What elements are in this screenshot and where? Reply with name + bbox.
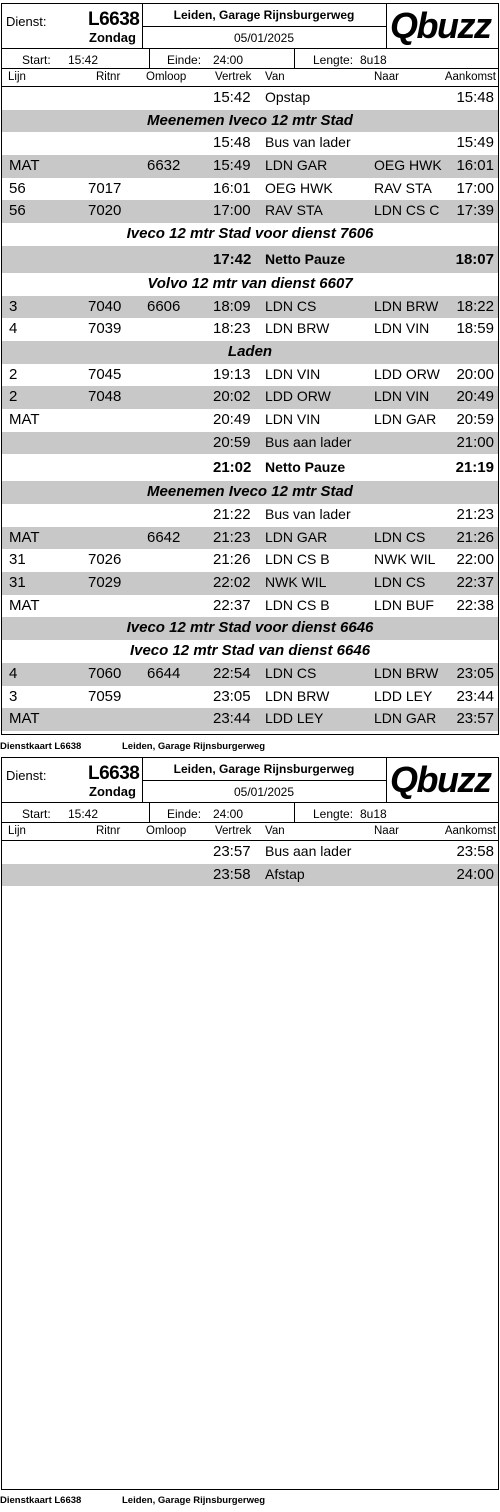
van-cell: Bus van lader bbox=[265, 506, 351, 522]
duty-date: 05/01/2025 bbox=[233, 31, 295, 45]
trip-row bbox=[2, 708, 498, 731]
start-label: Start: bbox=[22, 53, 51, 67]
aankomst-cell: 18:07 bbox=[455, 250, 494, 268]
vertrek-cell: 23:57 bbox=[213, 843, 251, 860]
aankomst-cell: 16:01 bbox=[456, 157, 494, 175]
col-naar: Naar bbox=[374, 71, 399, 83]
garage-location: Leiden, Garage Rijnsburgerweg bbox=[173, 762, 355, 776]
dienst-label: Dienst: bbox=[6, 768, 47, 783]
divider bbox=[149, 803, 150, 822]
duty-card-page-2 bbox=[0, 754, 500, 1506]
footer-dienstkaart: Dienstkaart L6638 bbox=[0, 741, 82, 752]
vertrek-cell: 19:13 bbox=[213, 365, 251, 383]
divider bbox=[294, 49, 295, 68]
trip-table bbox=[2, 841, 498, 886]
naar-cell: RAV STA bbox=[374, 179, 432, 196]
van-cell: LDN CS bbox=[265, 664, 317, 681]
vertrek-cell: 23:44 bbox=[213, 710, 251, 728]
trip-table bbox=[2, 87, 498, 731]
lijn-cell: 2 bbox=[9, 365, 18, 383]
pause-row bbox=[2, 454, 498, 481]
dienst-code: L6638 bbox=[88, 9, 140, 30]
naar-cell: LDN VIN bbox=[374, 388, 430, 405]
lijn-cell: 31 bbox=[9, 551, 26, 569]
pause-label: Netto Pauze bbox=[265, 250, 346, 267]
ritnr-cell: 7060 bbox=[88, 664, 122, 682]
lijn-cell: 4 bbox=[9, 320, 18, 338]
start-time: 15:42 bbox=[68, 807, 99, 821]
trip-row bbox=[2, 549, 498, 572]
naar-cell: LDN BUF bbox=[374, 596, 434, 613]
ritnr-cell: 7048 bbox=[88, 388, 122, 406]
vertrek-cell: 17:42 bbox=[213, 250, 252, 268]
van-cell: NWK WIL bbox=[265, 574, 327, 591]
omloop-cell: 6632 bbox=[147, 157, 181, 175]
einde-label: Einde: bbox=[167, 807, 202, 821]
dienst-label: Dienst: bbox=[6, 14, 47, 29]
naar-cell: LDN BRW bbox=[374, 664, 439, 681]
section-title: Meenemen Iveco 12 mtr Stad bbox=[147, 111, 353, 129]
van-cell: LDD LEY bbox=[265, 710, 324, 727]
trip-row bbox=[2, 864, 498, 887]
divider bbox=[142, 780, 386, 781]
aankomst-cell: 22:00 bbox=[456, 551, 494, 569]
col-aankomst: Aankomst bbox=[444, 71, 496, 83]
section-row bbox=[2, 640, 498, 663]
footer-location: Leiden, Garage Rijnsburgerweg bbox=[122, 1495, 266, 1506]
trip-row bbox=[2, 686, 498, 709]
dienst-code: L6638 bbox=[88, 763, 140, 784]
naar-cell: NWK WIL bbox=[374, 551, 436, 568]
section-row bbox=[2, 110, 498, 133]
lijn-cell: MAT bbox=[9, 596, 40, 614]
ritnr-cell: 7029 bbox=[88, 574, 122, 592]
duty-card-frame bbox=[1, 757, 499, 1490]
ritnr-cell: 7017 bbox=[88, 179, 122, 197]
col-ritnr: Ritnr bbox=[96, 825, 121, 837]
trip-row bbox=[2, 432, 498, 455]
col-ritnr: Ritnr bbox=[96, 71, 121, 83]
pause-row bbox=[2, 246, 498, 273]
col-vertrek: Vertrek bbox=[215, 825, 252, 837]
einde-label: Einde: bbox=[167, 53, 202, 67]
vertrek-cell: 18:23 bbox=[213, 320, 251, 338]
lengte-value: 8u18 bbox=[360, 53, 387, 67]
vertrek-cell: 21:02 bbox=[213, 459, 252, 477]
trip-row bbox=[2, 296, 498, 319]
ritnr-cell: 7040 bbox=[88, 297, 122, 315]
section-row bbox=[2, 341, 498, 364]
trip-row bbox=[2, 200, 498, 223]
section-row bbox=[2, 223, 498, 246]
vertrek-cell: 20:02 bbox=[213, 388, 251, 406]
einde-time: 24:00 bbox=[213, 807, 244, 821]
van-cell: LDN GAR bbox=[265, 157, 328, 174]
naar-cell: OEG HWK bbox=[374, 157, 442, 174]
lijn-cell: 56 bbox=[9, 202, 26, 220]
naar-cell: LDN CS bbox=[374, 574, 426, 591]
lijn-cell: 3 bbox=[9, 297, 18, 315]
aankomst-cell: 21:19 bbox=[455, 459, 494, 477]
col-lijn: Lijn bbox=[8, 71, 26, 83]
section-row bbox=[2, 481, 498, 504]
vertrek-cell: 17:00 bbox=[213, 202, 251, 220]
section-title: Meenemen Iveco 12 mtr Stad bbox=[147, 483, 353, 501]
vertrek-cell: 23:58 bbox=[213, 865, 251, 883]
van-cell: LDN BRW bbox=[265, 687, 330, 704]
lijn-cell: 2 bbox=[9, 388, 18, 406]
vertrek-cell: 21:23 bbox=[213, 528, 251, 546]
van-cell: RAV STA bbox=[265, 202, 323, 219]
van-cell: Afstap bbox=[265, 865, 305, 882]
van-cell: LDN CS B bbox=[265, 596, 330, 613]
naar-cell: LDN CS C bbox=[374, 202, 440, 219]
ritnr-cell: 7045 bbox=[88, 365, 122, 383]
van-cell: Opstap bbox=[265, 89, 311, 105]
col-omloop: Omloop bbox=[146, 825, 187, 837]
day-label: Zondag bbox=[89, 30, 136, 45]
duty-date: 05/01/2025 bbox=[233, 785, 295, 799]
section-title: Iveco 12 mtr Stad voor dienst 7606 bbox=[126, 225, 374, 243]
lijn-cell: MAT bbox=[9, 410, 40, 428]
day-label: Zondag bbox=[89, 784, 136, 799]
divider bbox=[386, 4, 387, 48]
vertrek-cell: 15:48 bbox=[213, 134, 251, 152]
trip-row bbox=[2, 364, 498, 387]
footer-location: Leiden, Garage Rijnsburgerweg bbox=[122, 741, 266, 752]
ritnr-cell: 7026 bbox=[88, 551, 122, 569]
aankomst-cell: 23:05 bbox=[456, 664, 494, 682]
section-title: Iveco 12 mtr Stad voor dienst 6646 bbox=[126, 619, 374, 637]
lijn-cell: MAT bbox=[9, 710, 40, 728]
lijn-cell: 56 bbox=[9, 179, 26, 197]
aankomst-cell: 23:58 bbox=[456, 843, 494, 860]
divider bbox=[294, 803, 295, 822]
col-vertrek: Vertrek bbox=[215, 71, 252, 83]
trip-row bbox=[2, 178, 498, 201]
van-cell: LDN VIN bbox=[265, 410, 321, 427]
ritnr-cell: 7020 bbox=[88, 202, 122, 220]
trip-row bbox=[2, 504, 498, 527]
col-lijn: Lijn bbox=[8, 825, 26, 837]
column-headers bbox=[2, 823, 498, 841]
lijn-cell: 4 bbox=[9, 664, 18, 682]
aankomst-cell: 18:59 bbox=[456, 320, 494, 338]
lijn-cell: MAT bbox=[9, 157, 40, 175]
pause-label: Netto Pauze bbox=[265, 459, 346, 476]
aankomst-cell: 21:00 bbox=[456, 433, 494, 451]
vertrek-cell: 18:09 bbox=[213, 297, 251, 315]
trip-row bbox=[2, 318, 498, 341]
aankomst-cell: 22:38 bbox=[456, 596, 494, 614]
duty-times bbox=[2, 803, 498, 823]
duty-card-page-1 bbox=[0, 0, 500, 752]
omloop-cell: 6644 bbox=[147, 664, 181, 682]
ritnr-cell: 7059 bbox=[88, 687, 122, 705]
vertrek-cell: 22:02 bbox=[213, 574, 251, 592]
van-cell: LDN BRW bbox=[265, 320, 330, 337]
trip-row bbox=[2, 527, 498, 550]
trip-row bbox=[2, 386, 498, 409]
vertrek-cell: 23:05 bbox=[213, 687, 251, 705]
divider bbox=[142, 26, 386, 27]
van-cell: Bus aan lader bbox=[265, 843, 352, 859]
vertrek-cell: 22:37 bbox=[213, 596, 251, 614]
aankomst-cell: 17:00 bbox=[456, 179, 494, 197]
qbuzz-logo: Qbuzz bbox=[390, 759, 491, 800]
divider bbox=[149, 49, 150, 68]
aankomst-cell: 20:00 bbox=[456, 365, 494, 383]
aankomst-cell: 23:44 bbox=[456, 687, 494, 705]
aankomst-cell: 22:37 bbox=[456, 574, 494, 592]
duty-header bbox=[2, 4, 498, 49]
naar-cell: LDD LEY bbox=[374, 687, 433, 704]
divider bbox=[386, 758, 387, 802]
aankomst-cell: 18:22 bbox=[456, 297, 494, 315]
vertrek-cell: 21:22 bbox=[213, 506, 251, 523]
section-title: Volvo 12 mtr van dienst 6607 bbox=[147, 274, 353, 292]
trip-row bbox=[2, 572, 498, 595]
naar-cell: LDN CS bbox=[374, 528, 426, 545]
lengte-label: Lengte: bbox=[313, 807, 354, 821]
qbuzz-logo: Qbuzz bbox=[390, 5, 491, 46]
col-omloop: Omloop bbox=[146, 71, 187, 83]
vertrek-cell: 21:26 bbox=[213, 551, 251, 569]
trip-row bbox=[2, 155, 498, 178]
lengte-value: 8u18 bbox=[360, 807, 387, 821]
vertrek-cell: 15:49 bbox=[213, 157, 251, 175]
naar-cell: LDN VIN bbox=[374, 320, 430, 337]
omloop-cell: 6606 bbox=[147, 297, 181, 315]
lengte-label: Lengte: bbox=[313, 53, 354, 67]
trip-row bbox=[2, 663, 498, 686]
van-cell: LDN GAR bbox=[265, 528, 328, 545]
naar-cell: LDN GAR bbox=[374, 710, 437, 727]
van-cell: OEG HWK bbox=[265, 179, 333, 196]
aankomst-cell: 17:39 bbox=[456, 202, 494, 220]
col-naar: Naar bbox=[374, 825, 399, 837]
vertrek-cell: 22:54 bbox=[213, 664, 251, 682]
trip-row bbox=[2, 87, 498, 110]
lijn-cell: 31 bbox=[9, 574, 26, 592]
aankomst-cell: 20:59 bbox=[456, 410, 494, 428]
aankomst-cell: 20:49 bbox=[456, 388, 494, 406]
vertrek-cell: 15:42 bbox=[213, 89, 251, 106]
duty-card-frame bbox=[1, 3, 499, 735]
section-title: Laden bbox=[227, 342, 273, 360]
footer-dienstkaart: Dienstkaart L6638 bbox=[0, 1495, 82, 1506]
trip-row bbox=[2, 595, 498, 618]
aankomst-cell: 24:00 bbox=[456, 865, 494, 883]
aankomst-cell: 15:49 bbox=[456, 134, 494, 152]
lijn-cell: 3 bbox=[9, 687, 18, 705]
aankomst-cell: 21:23 bbox=[456, 506, 494, 523]
trip-row bbox=[2, 409, 498, 432]
naar-cell: LDN GAR bbox=[374, 410, 437, 427]
vertrek-cell: 20:49 bbox=[213, 410, 251, 428]
trip-row bbox=[2, 841, 498, 864]
vertrek-cell: 20:59 bbox=[213, 433, 251, 451]
col-van: Van bbox=[265, 825, 285, 837]
vertrek-cell: 16:01 bbox=[213, 179, 251, 197]
garage-location: Leiden, Garage Rijnsburgerweg bbox=[173, 8, 355, 22]
section-row bbox=[2, 273, 498, 296]
aankomst-cell: 21:26 bbox=[456, 528, 494, 546]
omloop-cell: 6642 bbox=[147, 528, 181, 546]
van-cell: LDN CS B bbox=[265, 551, 330, 568]
trip-row bbox=[2, 132, 498, 155]
naar-cell: LDD ORW bbox=[374, 365, 440, 382]
ritnr-cell: 7039 bbox=[88, 320, 122, 338]
van-cell: LDN VIN bbox=[265, 365, 321, 382]
van-cell: Bus van lader bbox=[265, 134, 351, 151]
section-title: Iveco 12 mtr Stad van dienst 6646 bbox=[129, 642, 371, 660]
col-aankomst: Aankomst bbox=[444, 825, 496, 837]
duty-times bbox=[2, 49, 498, 69]
section-row bbox=[2, 617, 498, 640]
col-van: Van bbox=[265, 71, 285, 83]
start-time: 15:42 bbox=[68, 53, 99, 67]
van-cell: LDD ORW bbox=[265, 388, 331, 405]
column-headers bbox=[2, 69, 498, 87]
naar-cell: LDN BRW bbox=[374, 297, 439, 314]
einde-time: 24:00 bbox=[213, 53, 244, 67]
aankomst-cell: 15:48 bbox=[456, 89, 494, 106]
aankomst-cell: 23:57 bbox=[456, 710, 494, 728]
duty-header bbox=[2, 758, 498, 803]
start-label: Start: bbox=[22, 807, 51, 821]
van-cell: Bus aan lader bbox=[265, 433, 352, 450]
lijn-cell: MAT bbox=[9, 528, 40, 546]
van-cell: LDN CS bbox=[265, 297, 317, 314]
